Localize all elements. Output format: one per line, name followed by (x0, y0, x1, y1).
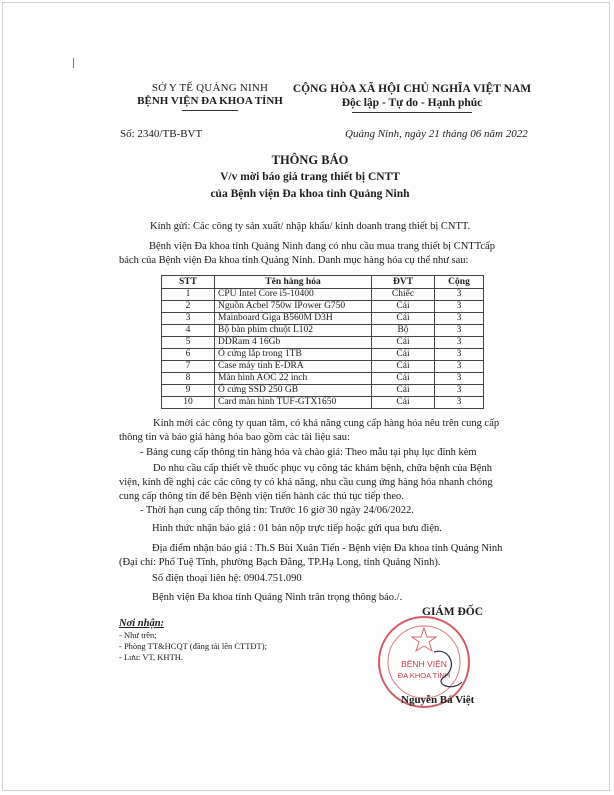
closing-line: Bệnh viện Đa khoa tỉnh Quảng Ninh trân trọng thông báo./. (152, 592, 403, 603)
national-motto: Độc lập - Tự do - Hạnh phúc (341, 97, 483, 109)
cell-quantity: 3 (435, 337, 484, 349)
cell-item-name: Màn hình AOC 22 inch (215, 373, 372, 385)
table-row (162, 373, 484, 385)
republic-name: CỘNG HÒA XÃ HỘI CHỦ NGHĨA VIỆT NAM (292, 83, 532, 95)
recipient-line: - Phòng TT&HCQT (đăng tải lên CTTĐT); (119, 641, 267, 651)
cell-stt: 4 (162, 325, 215, 337)
cell-item-name: Ổ cứng SSD 250 GB (215, 385, 372, 397)
cell-item-name: Case máy tính E-DRA (215, 361, 372, 373)
cell-quantity: 3 (435, 373, 484, 385)
header-stt: STT (162, 276, 215, 289)
header-item-name: Tên hàng hóa (215, 276, 372, 289)
signer-title: GIÁM ĐỐC (422, 606, 484, 618)
stamp-line-1: BỆNH VIỆN (401, 659, 447, 669)
table-header-row (162, 276, 484, 289)
greeting: Kính gửi: Các công ty sản xuất/ nhập khẩu/ kinh doanh trang thiết bị CNTT. (150, 221, 471, 232)
table-row (162, 361, 484, 373)
cell-unit: Cái (372, 397, 435, 409)
cell-stt: 9 (162, 385, 215, 397)
ministry-name: SỞ Y TẾ QUẢNG NINH (151, 82, 269, 94)
cell-unit: Chiếc (372, 289, 435, 301)
cell-quantity: 3 (435, 313, 484, 325)
cell-item-name: Ổ cứng lắp trong 1TB (215, 349, 372, 361)
cell-item-name: Mainboard Giga B560M D3H (215, 313, 372, 325)
cell-unit: Bộ (372, 325, 435, 337)
table-row (162, 337, 484, 349)
table-row (162, 301, 484, 313)
notice-title: THÔNG BÁO (271, 153, 349, 167)
document-date: Quảng Ninh, ngày 21 tháng 06 năm 2022 (345, 128, 528, 140)
signer-name: Nguyễn Bá Việt (401, 694, 475, 706)
need-paragraph: Do nhu cầu cấp thiết về thuốc phục vụ công tác khám bệnh, chữa bệnh của Bệnh viện, kính đề nghị các các công ty có khả năng, nhu cầu cung ứng hàng hóa nhanh chóng cung cấp thông tin để bên Bệnh viện tiến hành các thủ tục tiếp theo. (119, 463, 493, 502)
pen-mark (73, 58, 74, 68)
cell-quantity: 3 (435, 325, 484, 337)
cell-stt: 8 (162, 373, 215, 385)
notice-title-block (100, 152, 520, 203)
cell-stt: 3 (162, 313, 215, 325)
cell-unit: Cái (372, 337, 435, 349)
method-line: Hình thức nhận báo giá : 01 bản nộp trực tiếp hoặc gửi qua bưu điện. (152, 523, 442, 534)
stamp-line-2: ĐA KHOA TỈNH (397, 671, 451, 680)
cell-item-name: Nguồn Acbel 750w IPower G750 (215, 301, 372, 313)
table-row (162, 385, 484, 397)
hospital-name: BỆNH VIỆN ĐA KHOA TỈNH (137, 95, 283, 107)
requirement-bullet: - Bảng cung cấp thông tin hàng hóa và chào giá: Theo mẫu tại phụ lục đính kèm (140, 447, 477, 458)
cell-unit: Cái (372, 313, 435, 325)
cell-stt: 10 (162, 397, 215, 409)
recipient-line: - Như trên; (119, 630, 157, 640)
table-row (162, 325, 484, 337)
recipient-line: - Lưu: VT, KHTH. (119, 652, 184, 662)
cell-quantity: 3 (435, 385, 484, 397)
cell-stt: 5 (162, 337, 215, 349)
notice-subject-org: của Bệnh viện Đa khoa tỉnh Quảng Ninh (210, 188, 410, 200)
cell-quantity: 3 (435, 289, 484, 301)
cell-unit: Cái (372, 373, 435, 385)
cell-quantity: 3 (435, 397, 484, 409)
intro-paragraph: Bệnh viện Đa khoa tỉnh Quảng Ninh đang có nhu cầu mua trang thiết bị CNTTcấp bách của Bệnh viện Đa khoa tỉnh Quảng Ninh. Danh mục hàng hóa cụ thể như sau: (119, 241, 495, 266)
cell-unit: Cái (372, 361, 435, 373)
cell-quantity: 3 (435, 361, 484, 373)
cell-quantity: 3 (435, 301, 484, 313)
phone-line: Số điện thoại liên hệ: 0904.751.090 (152, 573, 302, 584)
header-unit: ĐVT (372, 276, 435, 289)
cell-item-name: CPU Intel Core i5-10400 (215, 289, 372, 301)
header-quantity: Cộng (435, 276, 484, 289)
cell-item-name: DDRam 4 16Gb (215, 337, 372, 349)
national-header (282, 82, 542, 113)
cell-unit: Cái (372, 301, 435, 313)
cell-quantity: 3 (435, 349, 484, 361)
table-row (162, 349, 484, 361)
table-row (162, 397, 484, 409)
cell-unit: Cái (372, 349, 435, 361)
cell-stt: 2 (162, 301, 215, 313)
notice-subject: V/v mời báo giá trang thiết bị CNTT (220, 171, 400, 183)
cell-unit: Cái (372, 385, 435, 397)
cell-stt: 6 (162, 349, 215, 361)
cell-item-name: Card màn hình TUF-GTX1650 (215, 397, 372, 409)
recipients-block (119, 618, 267, 663)
cell-item-name: Bộ bàn phím chuột L102 (215, 325, 372, 337)
items-table (161, 275, 484, 409)
header-divider (182, 110, 238, 111)
recipients-heading: Nơi nhận: (119, 618, 165, 629)
cell-stt: 1 (162, 289, 215, 301)
deadline-line: - Thời hạn cung cấp thông tin: Trước 16 giờ 30 ngày 24/06/2022. (140, 505, 414, 516)
table-row (162, 313, 484, 325)
cell-stt: 7 (162, 361, 215, 373)
document-number: Số: 2340/TB-BVT (120, 128, 203, 140)
motto-divider (352, 112, 472, 113)
address-paragraph: Địa điểm nhận báo giá : Th.S Bùi Xuân Tiến - Bệnh viện Đa khoa tỉnh Quảng Ninh (Đại chỉ: Phố Tuệ Tĩnh, phường Bạch Đằng, TP.Hạ Long, tỉnh Quảng Ninh). (119, 543, 503, 568)
invite-paragraph: Kính mời các công ty quan tâm, có khả năng cung cấp hàng hóa nêu trên cung cấp thông tin và báo giá hàng hóa bao gồm các tài liệu sau: (119, 418, 500, 443)
table-row (162, 289, 484, 301)
